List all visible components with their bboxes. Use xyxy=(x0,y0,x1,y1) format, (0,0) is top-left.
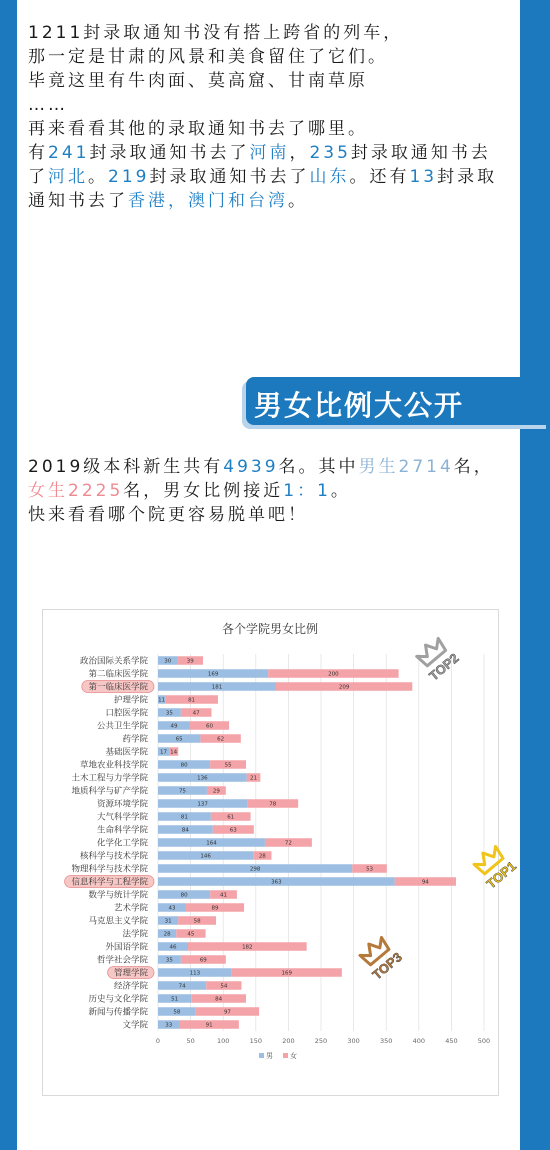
data-label-female-17: 94 xyxy=(421,879,429,886)
count-235: 235 xyxy=(309,143,351,163)
gender-paragraph xyxy=(28,455,498,527)
category-label-25: 经济学院 xyxy=(113,981,148,992)
count-219: 219 xyxy=(108,167,150,187)
banner-title: 男女比例大公开 xyxy=(254,389,465,422)
badge-label: TOP2 xyxy=(426,650,462,684)
category-label-15: 核科学与技术学院 xyxy=(79,851,148,862)
category-label-21: 法学院 xyxy=(122,929,148,940)
data-label-male-22: 46 xyxy=(169,944,177,951)
badge-label: TOP1 xyxy=(483,858,519,892)
legend-label-1: 女 xyxy=(290,1052,297,1060)
banner-background xyxy=(246,377,550,425)
total-count: 4939 xyxy=(223,457,279,477)
data-label-female-0: 39 xyxy=(186,658,194,665)
text-segment: 。还有 xyxy=(349,167,410,187)
category-label-11: 资源环境学院 xyxy=(96,799,148,810)
category-label-27: 新闻与传播学院 xyxy=(88,1007,148,1018)
x-tick-label-7: 350 xyxy=(379,1037,393,1045)
x-tick-label-3: 150 xyxy=(249,1037,263,1045)
data-label-female-1: 200 xyxy=(328,671,339,678)
category-label-19: 艺术学院 xyxy=(113,903,148,914)
x-tick-label-1: 50 xyxy=(186,1037,195,1045)
chart-title: 各个学院男女比例 xyxy=(221,622,319,636)
category-label-4: 口腔医学院 xyxy=(105,708,148,719)
data-label-female-22: 182 xyxy=(242,944,253,951)
category-label-7: 基础医学院 xyxy=(105,747,148,758)
legend xyxy=(259,1051,297,1060)
category-label-1: 第二临床医学院 xyxy=(88,669,148,680)
count-13: 13 xyxy=(409,167,438,187)
data-label-male-27: 58 xyxy=(173,1009,181,1016)
x-tick-label-5: 250 xyxy=(314,1037,328,1045)
intro-line-5: 再来看看其他的录取通知书去了哪里。 xyxy=(28,119,368,139)
text-segment: 封录取通知书去了 xyxy=(89,143,250,163)
text-segment: 。 xyxy=(288,191,308,211)
text-segment: 封录取通知书去了 xyxy=(28,167,498,211)
x-tick-label-0: 0 xyxy=(155,1037,161,1045)
section-banner xyxy=(224,376,520,426)
data-label-male-24: 113 xyxy=(189,970,201,977)
data-label-female-24: 169 xyxy=(281,970,293,977)
data-label-female-3: 81 xyxy=(188,697,196,704)
category-label-3: 护理学院 xyxy=(113,695,148,706)
data-label-female-23: 69 xyxy=(199,957,207,964)
data-label-male-23: 35 xyxy=(165,957,173,964)
gender-last-line: 快来看看哪个院更容易脱单吧！ xyxy=(28,505,308,525)
category-label-24: 管理学院 xyxy=(113,968,148,979)
data-label-female-19: 89 xyxy=(211,905,219,912)
male-word: 男生 xyxy=(358,457,399,477)
data-label-male-9: 136 xyxy=(197,775,208,782)
category-label-12: 大气科学学院 xyxy=(96,812,148,823)
data-label-female-25: 54 xyxy=(220,983,228,990)
chart-container xyxy=(42,609,519,1096)
legend-swatch-1 xyxy=(283,1053,288,1058)
data-label-male-1: 169 xyxy=(207,671,219,678)
category-label-5: 公共卫生学院 xyxy=(96,721,148,732)
x-axis-ticks xyxy=(156,1037,490,1045)
data-label-male-12: 81 xyxy=(180,814,188,821)
text-segment: 名。其中 xyxy=(278,457,359,477)
data-label-female-13: 63 xyxy=(229,827,237,834)
data-label-male-10: 75 xyxy=(178,788,186,795)
data-label-male-19: 43 xyxy=(168,905,176,912)
category-label-10: 地质科学与矿产学院 xyxy=(71,786,148,797)
ratio-value: 1：1 xyxy=(283,481,331,501)
data-label-female-16: 53 xyxy=(366,866,374,873)
intro-paragraph xyxy=(28,21,498,213)
text-segment: 有 xyxy=(28,143,48,163)
category-labels xyxy=(65,656,154,1031)
x-tick-label-8: 400 xyxy=(412,1037,426,1045)
category-label-23: 哲学社会学院 xyxy=(96,955,148,966)
category-label-9: 土木工程与力学学院 xyxy=(71,773,148,784)
data-label-male-28: 33 xyxy=(165,1022,173,1029)
text-segment: 名，男女比例接近 xyxy=(123,481,284,501)
data-label-female-21: 45 xyxy=(187,931,195,938)
category-label-6: 药学院 xyxy=(122,734,148,745)
data-label-male-0: 30 xyxy=(164,658,172,665)
badge-top2 xyxy=(413,634,462,683)
category-label-13: 生命科学学院 xyxy=(96,825,148,836)
text-segment: 封录取通知书去了 xyxy=(28,143,491,187)
data-label-male-7: 17 xyxy=(160,749,168,756)
data-label-male-11: 137 xyxy=(197,801,208,808)
male-count: 2714 xyxy=(398,457,454,477)
province-henan: 河南 xyxy=(249,143,290,163)
data-label-male-21: 28 xyxy=(163,931,171,938)
bars xyxy=(158,656,456,1029)
data-label-female-8: 55 xyxy=(224,762,232,769)
data-label-male-18: 80 xyxy=(180,892,188,899)
text-segment: 封录取通知书去了 xyxy=(149,167,310,187)
data-label-female-27: 97 xyxy=(223,1009,231,1016)
x-tick-label-6: 300 xyxy=(347,1037,360,1045)
text-segment: 名， xyxy=(453,457,494,477)
female-word: 女生 xyxy=(28,481,68,501)
legend-swatch-0 xyxy=(259,1053,264,1058)
data-label-male-20: 31 xyxy=(164,918,172,925)
data-label-female-15: 28 xyxy=(258,853,266,860)
data-label-male-3: 11 xyxy=(158,697,166,704)
data-label-male-13: 84 xyxy=(181,827,189,834)
category-label-28: 文学院 xyxy=(122,1020,148,1031)
data-label-female-26: 84 xyxy=(215,996,223,1003)
gender-chart xyxy=(43,610,519,1095)
category-label-14: 化学化工学院 xyxy=(96,838,148,849)
data-label-female-4: 47 xyxy=(192,710,200,717)
category-label-16: 物理科学与技术学院 xyxy=(71,864,148,875)
category-label-22: 外国语学院 xyxy=(105,942,148,953)
data-label-male-2: 181 xyxy=(211,684,223,691)
data-label-male-4: 35 xyxy=(165,710,173,717)
data-label-male-15: 146 xyxy=(200,853,211,860)
data-label-female-9: 21 xyxy=(250,775,258,782)
data-label-male-14: 164 xyxy=(206,840,217,847)
intro-line-3: 毕竟这里有牛肉面、莫高窟、甘南草原 xyxy=(28,71,368,91)
data-label-female-6: 62 xyxy=(217,736,225,743)
intro-line-1: 1211封录取通知书没有搭上跨省的列车， xyxy=(28,23,404,43)
female-count: 2225 xyxy=(68,481,124,501)
text-segment: 。 xyxy=(330,481,351,501)
text-segment: 2019级本科新生共有 xyxy=(28,457,224,477)
data-label-female-18: 41 xyxy=(220,892,228,899)
category-label-2: 第一临床医学院 xyxy=(88,682,148,693)
data-label-female-10: 29 xyxy=(212,788,220,795)
legend-label-0: 男 xyxy=(266,1052,273,1060)
text-segment: ， xyxy=(289,143,310,163)
badge-label: TOP3 xyxy=(369,949,405,983)
category-label-0: 政治国际关系学院 xyxy=(79,656,148,667)
destination-text xyxy=(28,141,498,213)
data-label-male-26: 51 xyxy=(171,996,179,1003)
data-label-female-14: 72 xyxy=(284,840,292,847)
data-label-male-6: 65 xyxy=(175,736,183,743)
x-tick-label-4: 200 xyxy=(282,1037,295,1045)
province-shandong: 山东 xyxy=(309,167,350,187)
category-label-26: 历史与文化学院 xyxy=(88,994,148,1005)
data-label-female-11: 78 xyxy=(269,801,277,808)
data-label-female-5: 60 xyxy=(206,723,214,730)
province-hebei: 河北 xyxy=(48,167,88,187)
count-241: 241 xyxy=(48,143,90,163)
intro-line-4: …… xyxy=(28,95,68,115)
x-tick-label-9: 450 xyxy=(445,1037,458,1045)
data-label-female-12: 61 xyxy=(227,814,235,821)
badge-top3 xyxy=(356,933,405,982)
data-label-female-20: 58 xyxy=(193,918,201,925)
data-label-male-17: 363 xyxy=(271,879,282,886)
x-tick-label-2: 100 xyxy=(216,1037,230,1045)
data-label-male-5: 49 xyxy=(170,723,178,730)
text-segment: 。 xyxy=(88,167,108,187)
intro-line-2: 那一定是甘肃的风景和美食留住了它们。 xyxy=(28,47,388,67)
x-tick-label-10: 500 xyxy=(477,1037,491,1045)
category-label-18: 数学与统计学院 xyxy=(88,890,148,901)
data-label-male-8: 80 xyxy=(180,762,188,769)
data-label-female-7: 14 xyxy=(170,749,178,756)
data-label-female-28: 91 xyxy=(205,1022,213,1029)
data-label-male-25: 74 xyxy=(178,983,186,990)
region-hk-macau-taiwan: 香港，澳门和台湾 xyxy=(128,191,288,211)
category-label-20: 马克思主义学院 xyxy=(88,916,148,927)
category-label-8: 草地农业科技学院 xyxy=(79,760,148,771)
data-label-male-16: 298 xyxy=(249,866,261,873)
category-label-17: 信息科学与工程学院 xyxy=(71,877,148,888)
data-label-female-2: 209 xyxy=(338,684,350,691)
